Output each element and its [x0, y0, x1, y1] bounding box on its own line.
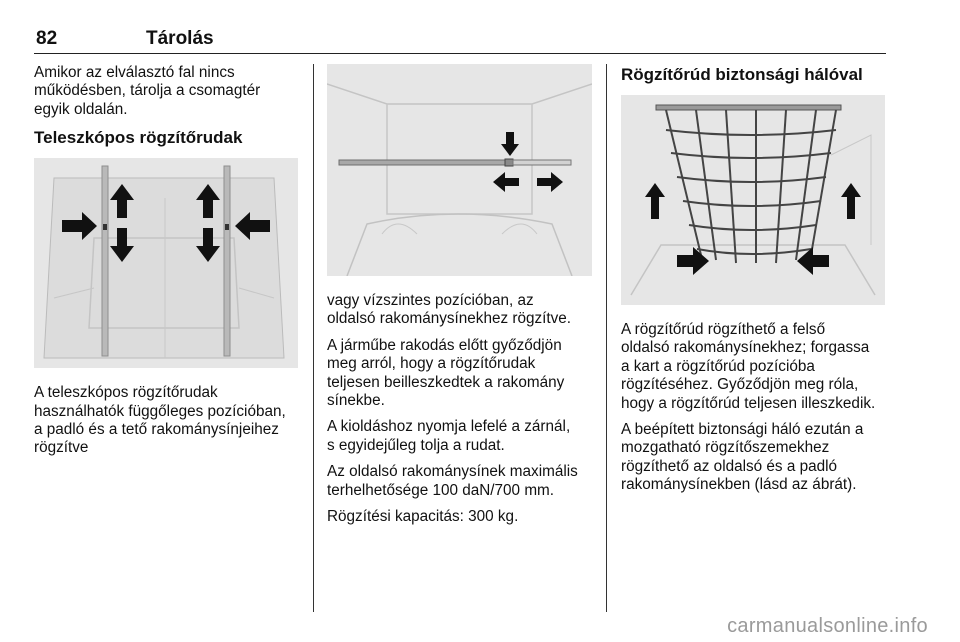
- max-load-text: Az oldalsó rakománysínek maximális terhelhetősége 100 daN/700 mm.: [327, 463, 578, 499]
- intro-paragraph: Amikor az elválasztó fal nincs működésben, tárolja a csomagtér egyik oldalán.: [34, 64, 261, 118]
- column-1: [34, 64, 302, 466]
- safety-net-illustration: [621, 95, 885, 305]
- capacity-text: Rögzítési kapacitás: 300 kg.: [327, 508, 519, 526]
- section-title: Tárolás: [146, 28, 214, 49]
- loading-check-text: A járműbe rakodás előtt győződjön meg arról, hogy a rögzítőrudak teljesen beilleszkedtek a rakomány sínekbe.: [327, 336, 565, 410]
- telescopic-bars-text: A teleszkópos rögzítőrudak használhatók függőleges pozícióban, a padló és a tető rakománysínjeihez rögzítve: [34, 384, 286, 457]
- horizontal-position-text: vagy vízszintes pozícióban, az oldalsó rakománysínekhez rögzítve.: [327, 292, 572, 328]
- column-2: [327, 64, 597, 534]
- horizontal-bar-drawing: [327, 64, 592, 276]
- watermark: carmanualsonline.info: [727, 615, 928, 637]
- horizontal-bar-illustration: [327, 64, 592, 276]
- telescopic-bars-illustration: [34, 158, 298, 368]
- telescopic-bars-drawing: [34, 158, 298, 368]
- telescopic-bars-heading: Teleszkópos rögzítőrudak: [34, 128, 243, 148]
- safety-net-drawing: [621, 95, 885, 305]
- release-instruction-text: A kioldáshoz nyomja lefelé a zárnál, s egyidejűleg tolja a rudat.: [327, 418, 571, 454]
- page-number: 82: [36, 28, 58, 49]
- page-header: [34, 28, 886, 54]
- column-3: [621, 64, 891, 503]
- safety-net-text-1: A rögzítőrúd rögzíthető a felső oldalsó rakománysínekhez; forgassa a kart a rögzítőrúd pozícióba rögzítéséhez. Győződjön meg róla, hogy a rögzítőrúd teljesen illeszkedik.: [621, 321, 876, 412]
- safety-net-heading: Rögzítőrúd biztonsági hálóval: [621, 65, 863, 84]
- column-divider-2: [606, 64, 607, 612]
- safety-net-text-2: A beépített biztonsági háló ezután a mozgatható rögzítőszemekhez rögzíthető az oldalsó és a padló rakománysínekben (lásd az ábrát).: [621, 421, 864, 494]
- column-divider-1: [313, 64, 314, 612]
